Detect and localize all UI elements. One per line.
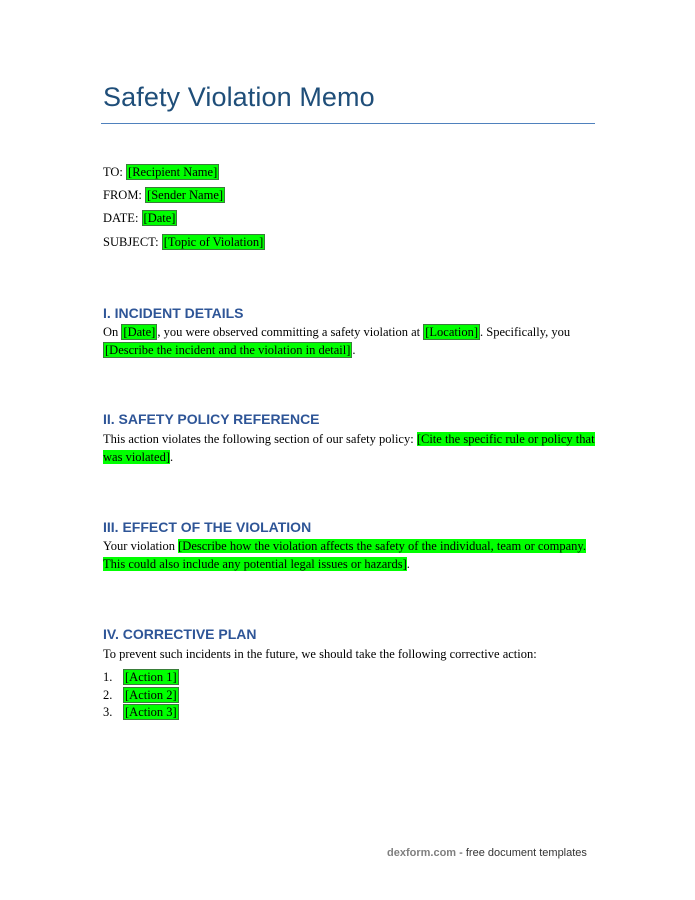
list-item-number: 3. <box>103 705 113 719</box>
list-item-number: 1. <box>103 670 113 684</box>
policy-text-2: . <box>170 449 174 464</box>
incident-heading: I. INCIDENT DETAILS <box>103 305 244 321</box>
list-item-number: 2. <box>103 687 113 702</box>
corrective-heading: IV. CORRECTIVE PLAN <box>103 626 257 642</box>
incident-paragraph <box>103 324 595 359</box>
date-value[interactable]: [Date] <box>143 211 176 225</box>
to-line <box>103 164 219 180</box>
incident-text-2: , you were observed committing a safety violation at <box>157 325 424 339</box>
to-value[interactable]: [Recipient Name] <box>128 165 218 179</box>
policy-cite-placeholder[interactable]: [Cite the specific rule or policy that was violated] <box>103 432 595 464</box>
list-item <box>103 687 179 705</box>
effect-text-2: . <box>406 556 410 571</box>
incident-describe-placeholder[interactable]: [Describe the incident and the violation in detail] <box>105 342 351 357</box>
incident-location-placeholder[interactable]: [Location] <box>425 325 478 339</box>
effect-placeholder[interactable]: [Describe how the violation affects the safety of the individual, team or company. This could also include any potential legal issues or hazards] <box>103 539 586 571</box>
incident-text-3: . Specifically, you <box>480 325 571 339</box>
policy-paragraph <box>103 431 595 466</box>
from-label: FROM: <box>103 188 142 202</box>
policy-text-1: This action violates the following section of our safety policy: <box>103 432 417 446</box>
effect-heading: III. EFFECT OF THE VIOLATION <box>103 519 312 535</box>
incident-date-placeholder[interactable]: [Date] <box>123 325 156 339</box>
date-label: DATE: <box>103 211 139 225</box>
action-1-placeholder[interactable]: [Action 1] <box>125 670 177 684</box>
policy-heading: II. SAFETY POLICY REFERENCE <box>103 411 320 427</box>
to-label: TO: <box>103 165 123 179</box>
effect-text-1: Your violation <box>103 539 179 553</box>
subject-line <box>103 234 265 250</box>
list-item <box>103 669 179 687</box>
title-divider <box>101 123 595 124</box>
from-line <box>103 187 225 203</box>
footer-tagline: - free document templates <box>456 847 587 859</box>
footer-brand-link[interactable]: dexform.com <box>387 847 457 859</box>
incident-text-4: . <box>352 342 356 357</box>
list-item <box>103 704 179 722</box>
subject-value[interactable]: [Topic of Violation] <box>163 235 264 249</box>
corrective-intro: To prevent such incidents in the future, we should take the following corrective action: <box>103 647 537 661</box>
action-3-placeholder[interactable]: [Action 3] <box>125 705 177 719</box>
subject-label: SUBJECT: <box>103 235 159 249</box>
incident-text-1: On <box>103 325 122 339</box>
corrective-action-list <box>103 669 179 722</box>
effect-paragraph <box>103 538 595 573</box>
page-title: Safety Violation Memo <box>103 82 375 112</box>
page-footer <box>387 847 587 859</box>
date-line <box>103 210 177 226</box>
action-2-placeholder[interactable]: [Action 2] <box>125 687 177 702</box>
from-value[interactable]: [Sender Name] <box>147 188 224 202</box>
